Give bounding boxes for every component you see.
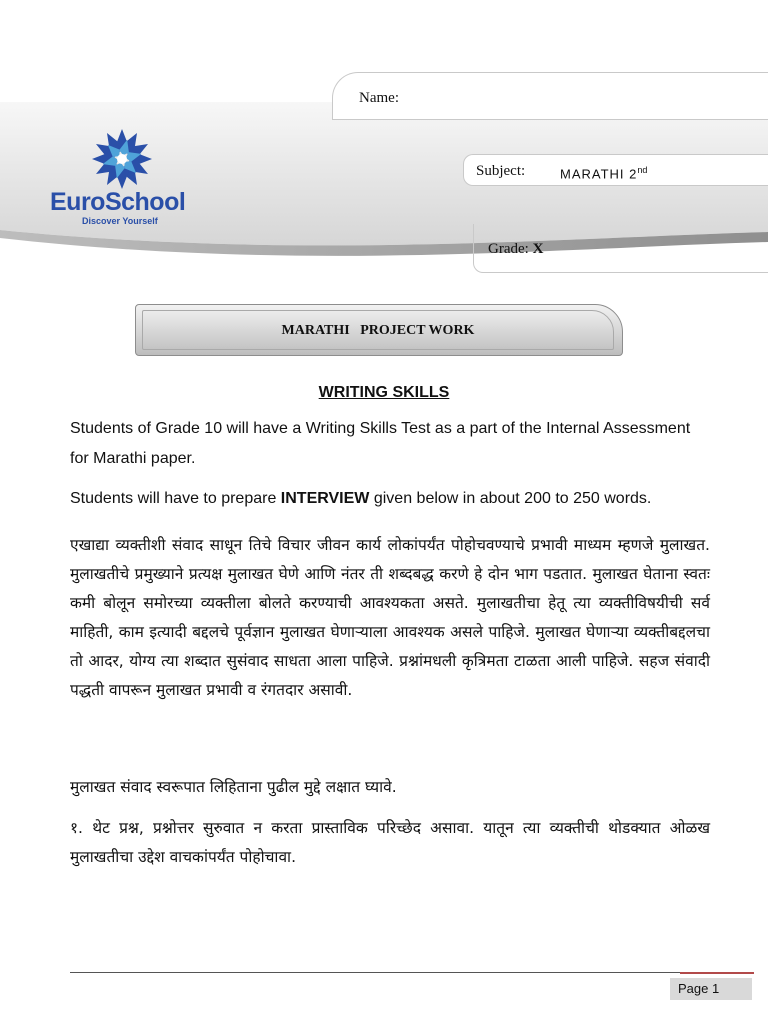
- subject-field[interactable]: [463, 154, 768, 186]
- grade-value: X: [532, 241, 544, 257]
- subject-value: [560, 165, 647, 181]
- prepare-emphasis: INTERVIEW: [280, 490, 370, 507]
- logo-wordmark: EuroSchool: [50, 188, 186, 216]
- footer-divider-accent: [680, 972, 754, 974]
- grade-label-text: Grade:: [488, 241, 529, 257]
- intro-paragraph: Students of Grade 10 will have a Writing Skills Test as a part of the Internal Assessment for Marathi paper.: [70, 420, 691, 467]
- marathi-paragraph-1: एखाद्या व्यक्तीशी संवाद साधून तिचे विचार जीवन कार्य लोकांपर्यंत पोहोचवण्याचे प्रभावी माध्यम म्हणजे मुलाखत. मुलाखतीचे प्रमुख्याने प्रत्यक्ष मुलाखत घेणे आणि नंतर ती शब्दबद्ध करणे हे दोन भाग पडतात. मुलाखत घेताना स्वतः कमी बोलून समोरच्या व्यक्तीला बोलते करण्याची आवश्यकता असते. मुलाखतीचा हेतू त्या व्यक्तीविषयीची सर्व माहिती, काम इत्यादी बद्दलचे पूर्वज्ञान मुलाखत घेणाऱ्याला आवश्यक असले पाहिजे. मुलाखत घेणाऱ्या व्यक्तीबद्दलचा तो आदर, योग्य त्या शब्दात सुसंवाद साधता आला पाहिजे. प्रश्नांमधली कृत्रिमता टाळता आली पाहिजे. सहज संवादी पद्धती वापरून मुलाखत प्रभावी व रंगतदार असावी.: [70, 536, 710, 699]
- marathi-paragraph-3: १. थेट प्रश्न, प्रश्नोत्तर सुरुवात न करता प्रास्ताविक परिच्छेद असावा. यातून त्या व्यक्तीची थोडक्यात ओळख मुलाखतीचा उद्देश वाचकांपर्यंत पोहोचावा.: [70, 819, 710, 866]
- name-label: Name:: [359, 90, 399, 106]
- grade-label: [488, 241, 543, 258]
- subject-label: Subject:: [476, 163, 526, 179]
- page-number-badge: Page 1: [670, 978, 752, 1000]
- section-title: WRITING SKILLS: [318, 384, 450, 401]
- footer-divider: [70, 972, 754, 973]
- project-work-banner: [135, 304, 623, 356]
- prepare-text-end: given below in about 200 to 250 words.: [369, 490, 652, 507]
- grade-field[interactable]: [473, 224, 768, 273]
- project-work-banner-inner: [142, 310, 614, 350]
- logo-tagline: Discover Yourself: [82, 216, 158, 226]
- prepare-text-start: Students will have to prepare: [70, 490, 281, 507]
- subject-value-superscript: nd: [637, 165, 648, 175]
- project-work-title: MARATHI PROJECT WORK: [281, 323, 475, 338]
- marathi-paragraph-2: मुलाखत संवाद स्वरूपात लिहिताना पुढील मुद्दे लक्षात घ्यावे.: [70, 778, 397, 796]
- name-field[interactable]: [332, 72, 768, 120]
- subject-value-text: MARATHI 2: [560, 166, 638, 182]
- prepare-paragraph: [70, 484, 710, 514]
